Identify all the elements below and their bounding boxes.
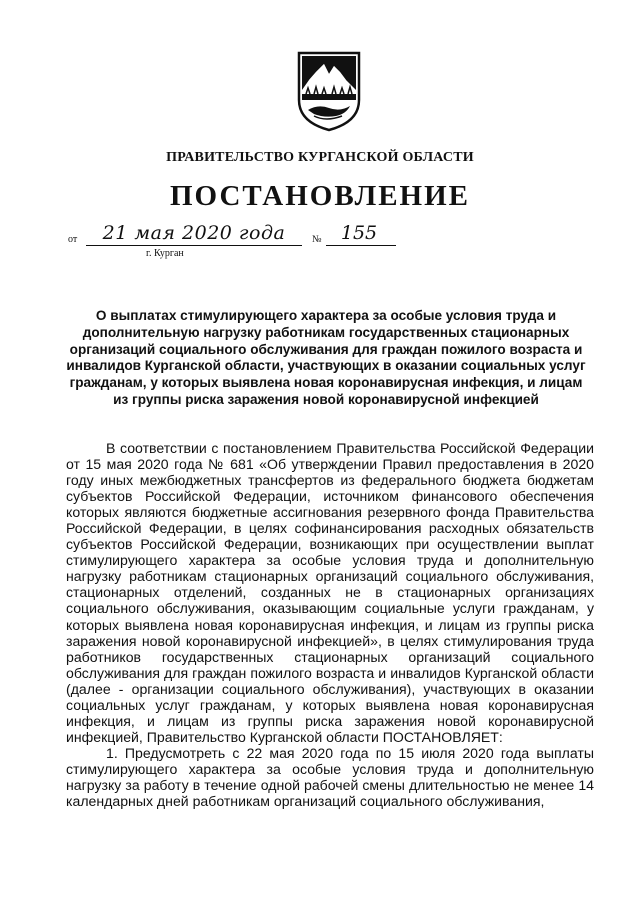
item-1-paragraph: 1. Предусмотреть с 22 мая 2020 года по 15 июля 2020 года выплаты стимулирующего характера за особые условия труда и дополнительную нагрузку за работу в течение одной рабочей смены длительностью не менее 14 календарных дней работникам организаций социального обслуживания, — [66, 744, 594, 810]
date-underline — [86, 245, 302, 246]
government-name: ПРАВИТЕЛЬСТВО КУРГАНСКОЙ ОБЛАСТИ — [166, 150, 474, 165]
city-label: г. Курган — [146, 248, 184, 259]
document-type-title: ПОСТАНОВЛЕНИЕ — [169, 180, 470, 212]
resolution-title: О выплатах стимулирующего характера за особые условия труда и дополнительную нагрузку работникам государственных стационарных организаций социального обслуживания для граждан пожилого возраста и инвалидов Курганской области, участвующих в оказании социальных услуг гражданам, у которых выявлена новая коронавирусная инфекция, и лицам из группы риска заражения новой коронавирусной инфекцией — [66, 308, 586, 407]
coat-of-arms-icon — [296, 50, 362, 132]
resolution-body — [66, 440, 594, 809]
number-underline — [326, 245, 396, 246]
handwritten-number: 155 — [340, 222, 378, 244]
date-number-line — [68, 222, 378, 262]
date-prefix: от — [68, 234, 78, 245]
number-prefix: № — [312, 234, 322, 245]
handwritten-date: 21 мая 2020 года — [102, 222, 286, 244]
preamble-paragraph: В соответствии с постановлением Правительства Российской Федерации от 15 мая 2020 года № 681 «Об утверждении Правил предоставления в 2020 году иных межбюджетных трансфертов из федерального бюджета бюджетам субъектов Российской Федерации, источником финансового обеспечения которых являются бюджетные ассигнования резервного фонда Правительства Российской Федерации, в целях софинансирования расходных обязательств субъектов Российской Федерации, возникающих при осуществлении выплат стимулирующего характера за особые условия труда и дополнительную нагрузку работникам стационарных организаций социального обслуживания, стационарных отделений, созданных не в стационарных организациях социального обслуживания, оказывающим социальные услуги гражданам, у которых выявлена новая коронавирусная инфекция, и лицам из группы риска заражения новой коронавирусной инфекцией», в целях стимулирования труда работников государственных стационарных организаций социального обслуживания для граждан пожилого возраста и инвалидов Курганской области (далее - организации социального обслуживания), участвующих в оказании социальных услуг гражданам, у которых выявлена новая коронавирусная инфекция, и лицам из группы риска заражения новой коронавирусной инфекцией, Правительство Курганской области ПОСТАНОВЛЯЕТ: — [66, 440, 594, 745]
